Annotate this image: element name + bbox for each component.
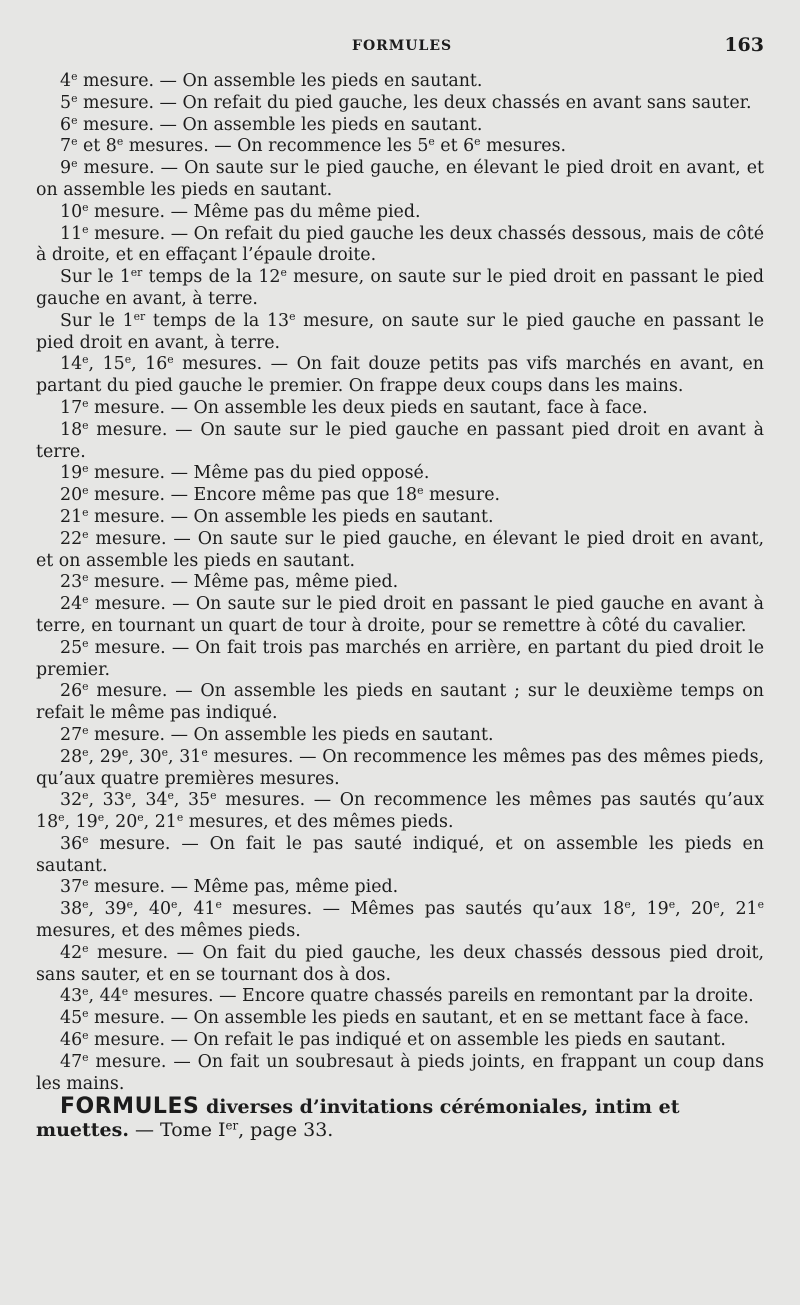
paragraph-text: 46 — [60, 1030, 83, 1051]
ordinal-superscript: e — [82, 636, 89, 650]
paragraph-text: mesures. — Mêmes pas sautés qu’aux 18 — [221, 899, 625, 920]
paragraph-text: mesure. — On saute sur le pied gauche en passant pied droit en avant à terre. — [36, 419, 764, 462]
paragraph-text: mesure. — On saute sur le pied gauche, en élevant le pied droit en avant, et on assemble les pieds en sautant. — [36, 158, 764, 200]
paragraph-text: , 15 — [88, 354, 125, 375]
paragraph-text: temps de la 12 — [142, 267, 281, 288]
paragraph — [36, 507, 764, 529]
paragraph — [36, 267, 764, 311]
ordinal-superscript: e — [161, 745, 169, 759]
paragraph — [36, 529, 764, 573]
running-title: FORMULES — [352, 38, 453, 54]
ordinal-superscript: e — [624, 898, 631, 912]
paragraph-text: mesure. — On assemble les pieds en sautant, et en se mettant face à face. — [88, 1008, 750, 1029]
paragraph — [36, 725, 764, 747]
paragraph — [36, 224, 764, 268]
ordinal-superscript: e — [289, 309, 296, 323]
paragraph — [36, 463, 764, 485]
paragraph-text: , 30 — [128, 746, 162, 767]
ordinal-superscript: e — [82, 876, 89, 890]
ordinal-superscript: e — [757, 898, 764, 912]
paragraph — [36, 202, 764, 224]
paragraph — [36, 638, 764, 682]
paragraph-text: Sur le 1 — [60, 267, 131, 288]
paragraph-text: 19 — [60, 463, 83, 484]
paragraph-text: mesure. — Encore même pas que 18 — [88, 485, 418, 506]
paragraph-text: , 39 — [88, 899, 127, 920]
paragraph-text: mesure. — On saute sur le pied droit en passant le pied gauche en avant à terre, en tournant un quart de tour à droite, pour se remettre à côté du cavalier. — [36, 594, 764, 636]
paragraph — [36, 899, 764, 943]
paragraph-text: , 20 — [104, 812, 138, 833]
paragraph-text: 10 — [60, 201, 83, 222]
paragraph-text: 45 — [60, 1008, 83, 1029]
paragraph-text: mesures. — On recommence les mêmes pas sautés qu’aux 18 — [36, 790, 765, 833]
ordinal-superscript: er — [133, 309, 146, 323]
paragraph-text: temps de la 13 — [145, 310, 290, 331]
ordinal-superscript: e — [82, 941, 89, 955]
ad-reference-sup: er — [225, 1118, 239, 1133]
paragraph — [36, 790, 764, 834]
ordinal-superscript: e — [82, 723, 89, 737]
ordinal-superscript: e — [210, 789, 217, 803]
paragraph-text: , 16 — [131, 354, 168, 375]
ordinal-superscript: e — [124, 353, 132, 367]
paragraph — [36, 986, 764, 1008]
paragraph-text: 6 — [60, 114, 72, 135]
ordinal-superscript: e — [71, 113, 78, 127]
paragraph-text: 47 — [60, 1051, 83, 1072]
paragraph-text: mesure. — Même pas du même pied. — [88, 201, 421, 222]
paragraph-text: 37 — [60, 877, 83, 898]
paragraph-text: mesure. — On assemble les pieds en sautant. — [88, 724, 494, 745]
ad-bold-tail: et muettes. — [36, 1096, 680, 1142]
ad-bold-text: diverses d’invitations cérémoniales, intim — [199, 1096, 652, 1119]
ordinal-superscript: e — [428, 135, 435, 149]
footer-advertisement — [36, 1095, 764, 1142]
ordinal-superscript: e — [124, 789, 132, 803]
ordinal-superscript: e — [82, 1029, 89, 1043]
paragraph — [36, 354, 764, 398]
ordinal-superscript: e — [280, 266, 287, 280]
paragraph-text: mesure. — On fait trois pas marchés en arrière, en partant du pied droit le premier. — [36, 637, 764, 680]
paragraph — [36, 572, 764, 594]
paragraph-text: mesure. — [423, 485, 501, 506]
paragraph — [36, 71, 764, 93]
ordinal-superscript: e — [121, 985, 129, 999]
ordinal-superscript: e — [417, 484, 424, 498]
paragraph-text: mesure. — On fait un soubresaut à pieds joints, en frappant un coup dans les mains. — [36, 1051, 764, 1094]
ordinal-superscript: e — [82, 397, 89, 411]
body-text — [36, 71, 764, 1142]
paragraph — [36, 420, 764, 464]
ordinal-superscript: e — [116, 135, 124, 149]
paragraph-text: 7 — [60, 136, 72, 157]
ordinal-superscript: e — [167, 353, 174, 367]
ordinal-superscript: e — [82, 593, 89, 607]
ordinal-superscript: e — [82, 1050, 89, 1064]
paragraph-text: , 40 — [132, 899, 172, 920]
paragraph-text: mesure. — On assemble les deux pieds en sautant, face à face. — [88, 397, 648, 418]
ordinal-superscript: e — [71, 135, 78, 149]
paragraph-text: mesure. — On refait du pied gauche, les deux chassés en avant sans sauter. — [77, 92, 752, 113]
page-header — [0, 34, 800, 58]
paragraph-text: mesure. — Même pas du pied opposé. — [88, 463, 430, 484]
paragraph — [36, 398, 764, 420]
paragraph — [36, 136, 764, 158]
paragraph-text: mesure, on saute sur le pied droit en passant le pied gauche en avant, à terre. — [36, 267, 764, 309]
ordinal-superscript: er — [130, 266, 143, 280]
paragraph — [36, 158, 764, 202]
ordinal-superscript: e — [82, 506, 89, 520]
paragraph-text: mesure. — On fait du pied gauche, les deux chassés dessous pied droit, sans sauter, et en se tournant dos à dos. — [36, 942, 764, 985]
ordinal-superscript: e — [82, 832, 89, 846]
ordinal-superscript: e — [58, 811, 65, 825]
ordinal-superscript: e — [82, 200, 89, 214]
paragraph-text: mesures. — On recommence les mêmes pas des mêmes pieds, qu’aux quatre premières mesures. — [36, 746, 765, 789]
paragraph-text: 38 — [60, 899, 83, 920]
ordinal-superscript: e — [97, 811, 105, 825]
ordinal-superscript: e — [82, 1007, 89, 1021]
paragraph — [36, 834, 764, 878]
paragraph — [36, 943, 764, 987]
paragraph-text: 43 — [60, 986, 83, 1007]
paragraph-text: mesure. — On assemble les pieds en sautant. — [77, 114, 483, 135]
paragraph-text: 18 — [60, 419, 83, 440]
ordinal-superscript: e — [137, 811, 144, 825]
paragraph-list — [36, 71, 764, 1095]
paragraph-text: 4 — [60, 71, 72, 91]
paragraph-text: mesure. — On refait le pas indiqué et on assemble les pieds en sautant. — [88, 1030, 726, 1051]
ordinal-superscript: e — [171, 898, 178, 912]
paragraph-text: , 34 — [131, 790, 168, 811]
paragraph — [36, 1030, 764, 1052]
paragraph — [36, 115, 764, 137]
paragraph-text: 32 — [60, 790, 83, 811]
ad-reference-tail: , page 33. — [238, 1119, 334, 1142]
paragraph-text: , 33 — [88, 790, 125, 811]
ordinal-superscript: e — [71, 91, 78, 105]
paragraph — [36, 1052, 764, 1096]
paragraph-text: 25 — [60, 637, 83, 658]
paragraph-text: , 44 — [88, 986, 122, 1007]
ordinal-superscript: e — [176, 811, 184, 825]
paragraph-text: mesures, et des mêmes pieds. — [36, 921, 301, 942]
ordinal-superscript: e — [82, 527, 89, 541]
paragraph-text: 36 — [60, 833, 83, 854]
paragraph-text: , 31 — [168, 746, 202, 767]
paragraph-text: mesure. — On assemble les pieds en sautant. — [77, 71, 483, 91]
ordinal-superscript: e — [82, 484, 89, 498]
ordinal-superscript: e — [82, 680, 89, 694]
ordinal-superscript: e — [668, 898, 676, 912]
paragraph-text: 27 — [60, 724, 83, 745]
paragraph-text: , 19 — [64, 812, 98, 833]
paragraph-text: mesure. — Même pas, même pied. — [88, 572, 399, 593]
paragraph-text: 20 — [60, 485, 83, 506]
ad-heading: FORMULES — [60, 1094, 200, 1120]
paragraph-text: mesures. — [480, 136, 567, 157]
paragraph-text: 21 — [60, 506, 83, 527]
paragraph-text: Sur le 1 — [60, 310, 134, 331]
paragraph-text: , 21 — [143, 812, 177, 833]
paragraph-text: 11 — [60, 223, 83, 244]
paragraph-text: mesures. — On recommence les 5 — [123, 136, 429, 157]
paragraph — [36, 485, 764, 507]
paragraph-text: 17 — [60, 397, 83, 418]
ordinal-superscript: e — [82, 418, 89, 432]
ordinal-superscript: e — [121, 745, 129, 759]
paragraph-text: et 8 — [77, 136, 117, 157]
paragraph — [36, 681, 764, 725]
paragraph — [36, 594, 764, 638]
paragraph — [36, 1008, 764, 1030]
ordinal-superscript: e — [82, 571, 89, 585]
paragraph-text: , 20 — [675, 899, 714, 920]
paragraph-text: mesure. — On refait du pied gauche les deux chassés dessous, mais de côté à droite, et en effaçant l’épaule droite. — [36, 223, 764, 266]
ordinal-superscript: e — [82, 898, 89, 912]
ordinal-superscript: e — [215, 898, 222, 912]
paragraph-text: mesure. — On assemble les pieds en sautant ; sur le deuxième temps on refait le même pas indiqué. — [36, 681, 764, 724]
page-number: 163 — [724, 34, 764, 56]
paragraph-text: et 6 — [434, 136, 475, 157]
paragraph-text: mesure. — On saute sur le pied gauche, en élevant le pied droit en avant, et on assemble les pieds en sautant. — [36, 528, 764, 571]
paragraph-text: , 19 — [630, 899, 669, 920]
paragraph-text: mesure. — On fait le pas sauté indiqué, et on assemble les pieds en sautant. — [36, 833, 764, 876]
paragraph-text: 26 — [60, 681, 83, 702]
ordinal-superscript: e — [167, 789, 174, 803]
paragraph-text: mesures, et des mêmes pieds. — [183, 812, 454, 833]
ordinal-superscript: e — [82, 353, 89, 367]
paragraph-text: 22 — [60, 528, 83, 549]
paragraph-text: 23 — [60, 572, 83, 593]
paragraph-text: mesures. — On fait douze petits pas vifs marchés en avant, en partant du pied gauche le premier. On frappe deux coups dans les mains. — [36, 354, 764, 397]
ordinal-superscript: e — [126, 898, 133, 912]
ordinal-superscript: e — [82, 985, 89, 999]
paragraph-text: , 35 — [173, 790, 211, 811]
ordinal-superscript: e — [82, 462, 89, 476]
paragraph-text: 24 — [60, 594, 83, 615]
paragraph — [36, 93, 764, 115]
paragraph-text: , 41 — [177, 899, 216, 920]
paragraph — [36, 747, 764, 791]
ordinal-superscript: e — [82, 745, 89, 759]
ordinal-superscript: e — [71, 157, 78, 171]
paragraph-text: mesure, on saute sur le pied gauche en passant le pied droit en avant, à terre. — [36, 310, 764, 353]
ordinal-superscript: e — [713, 898, 720, 912]
ordinal-superscript: e — [474, 135, 481, 149]
paragraph-text: 5 — [60, 92, 72, 113]
paragraph-text: , 29 — [88, 746, 122, 767]
ordinal-superscript: e — [71, 70, 78, 84]
paragraph-text: 14 — [60, 354, 83, 375]
ordinal-superscript: e — [82, 789, 89, 803]
paragraph-text: 9 — [60, 158, 72, 179]
paragraph-text: 42 — [60, 942, 83, 963]
ordinal-superscript: e — [82, 222, 89, 236]
ordinal-superscript: e — [201, 745, 208, 759]
paragraph — [36, 877, 764, 899]
ad-reference: — Tome I — [128, 1119, 226, 1142]
paragraph-text: mesure. — Même pas, même pied. — [88, 877, 399, 898]
paragraph-text: , 21 — [719, 899, 758, 920]
paragraph-text: 28 — [60, 746, 83, 767]
paragraph — [36, 311, 764, 355]
paragraph-text: mesures. — Encore quatre chassés pareils en remontant par la droite. — [128, 986, 754, 1007]
paragraph-text: mesure. — On assemble les pieds en sautant. — [88, 506, 494, 527]
